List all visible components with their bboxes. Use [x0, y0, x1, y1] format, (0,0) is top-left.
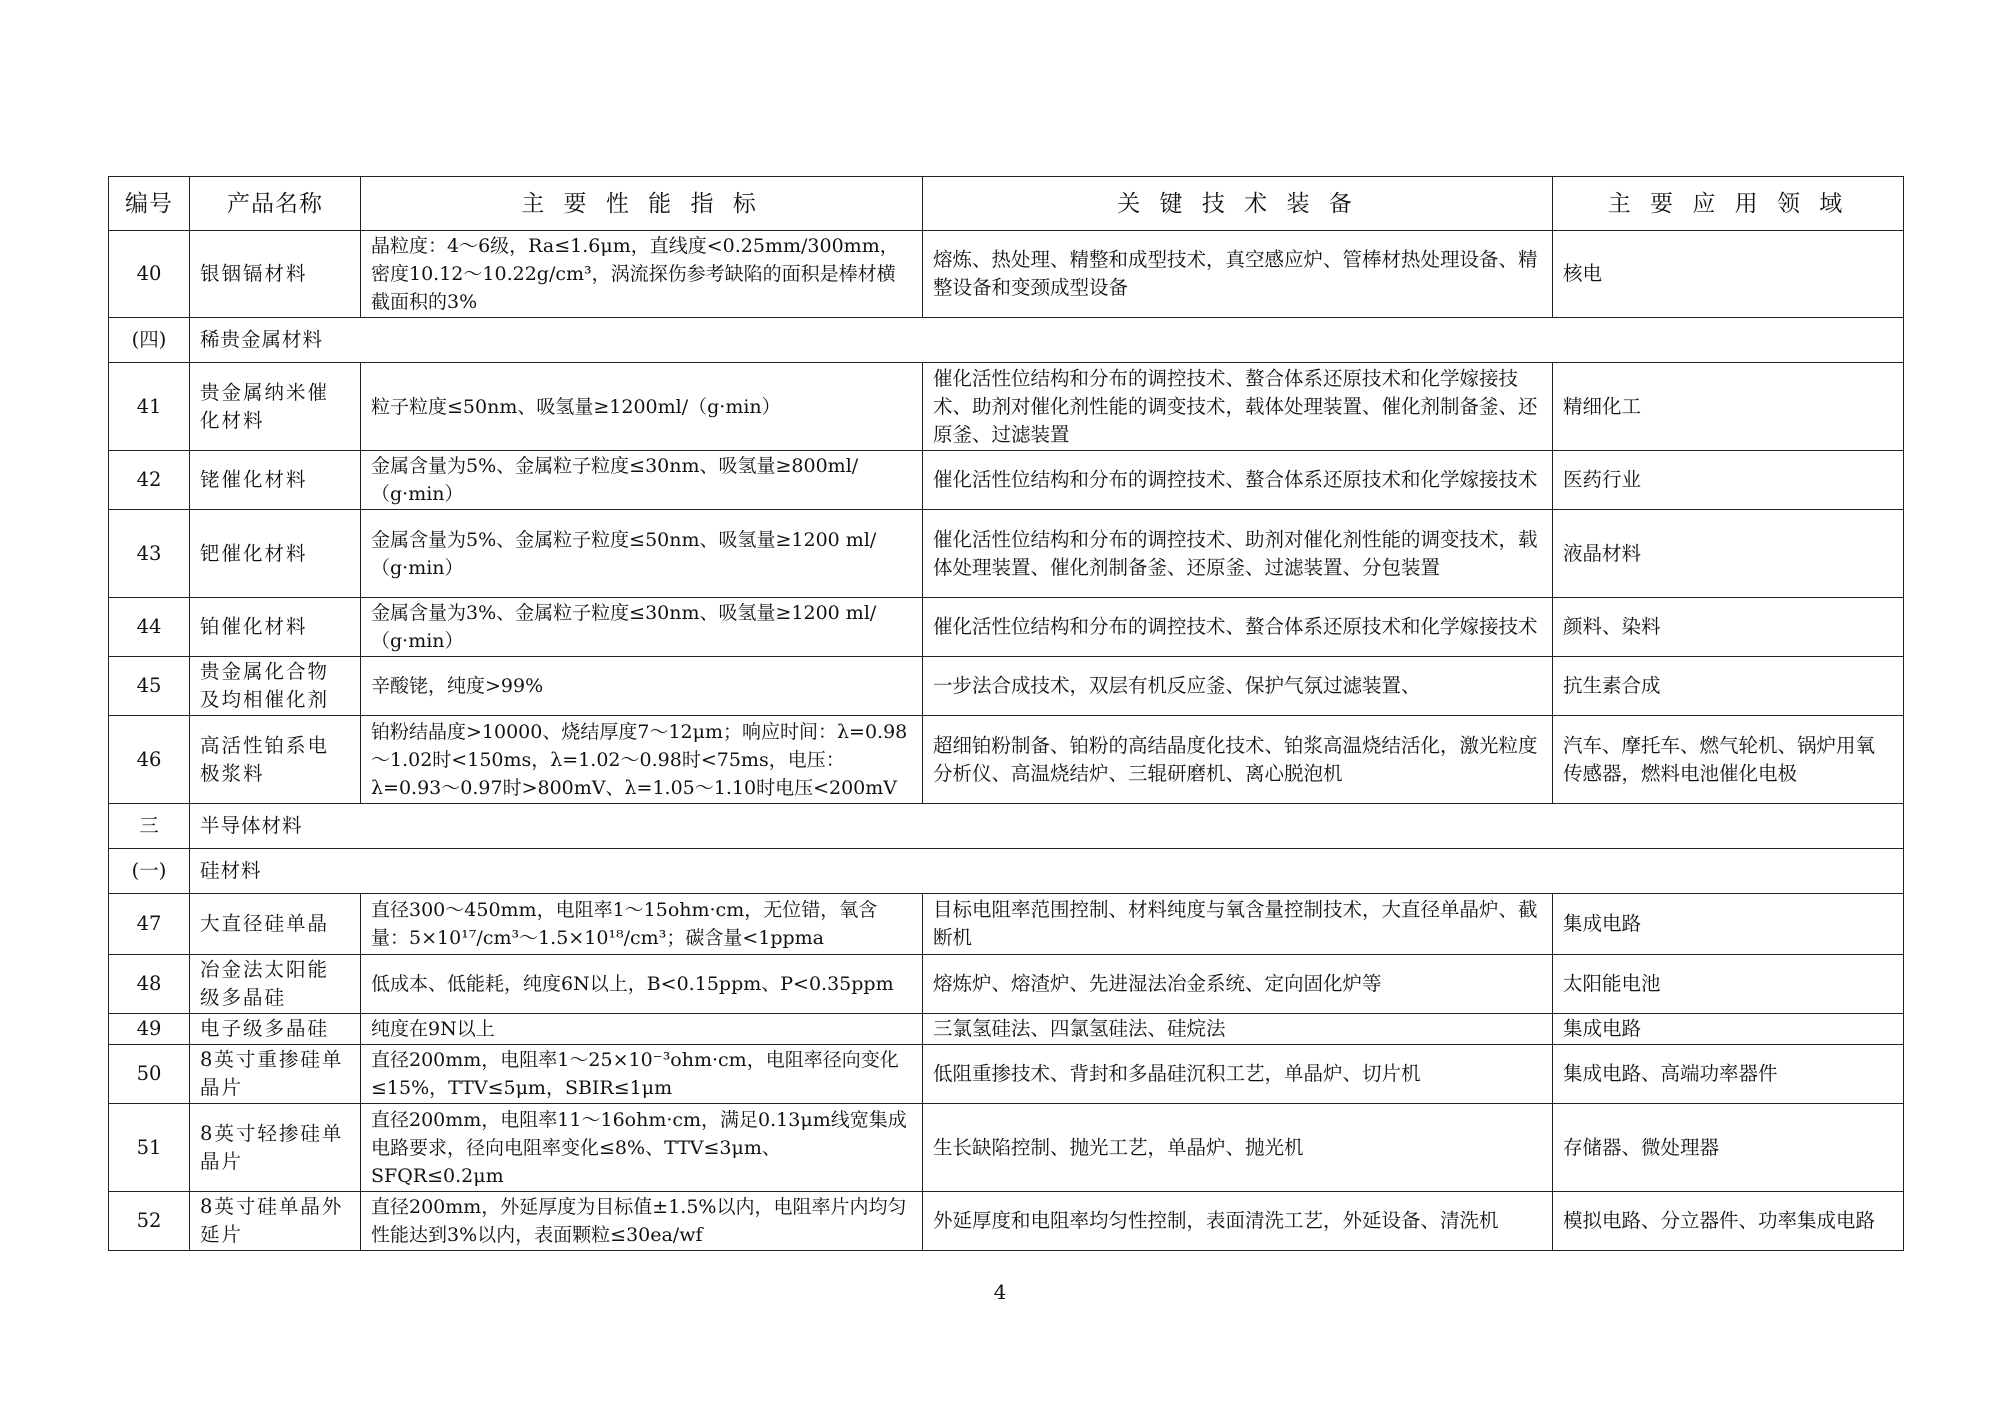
product-name: 8英寸轻掺硅单晶片: [190, 1104, 361, 1192]
section-row: [109, 804, 1904, 849]
item-number: 46: [109, 716, 190, 804]
key-equipment: 一步法合成技术，双层有机反应釜、保护气氛过滤装置、: [923, 657, 1553, 716]
header-product-name: 产品名称: [190, 177, 361, 231]
section-row: [109, 849, 1904, 894]
item-number: 48: [109, 955, 190, 1014]
performance-indicators: 晶粒度：4～6级，Ra≤1.6μm，直线度<0.25mm/300mm，密度10.12～10.22g/cm³，涡流探伤参考缺陷的面积是棒材横截面积的3%: [361, 231, 923, 318]
application-field: 集成电路: [1553, 1014, 1904, 1045]
key-equipment: 熔炼、热处理、精整和成型技术，真空感应炉、管棒材热处理设备、精整设备和变颈成型设备: [923, 231, 1553, 318]
table-row: [109, 451, 1904, 510]
section-title: 硅材料: [190, 849, 1904, 894]
table-row: [109, 1045, 1904, 1104]
table-row: [109, 955, 1904, 1014]
item-number: 41: [109, 363, 190, 451]
table-row: [109, 231, 1904, 318]
table-row: [109, 716, 1904, 804]
application-field: 颜料、染料: [1553, 598, 1904, 657]
table-row: [109, 1104, 1904, 1192]
product-name: 铂催化材料: [190, 598, 361, 657]
performance-indicators: 直径200mm，电阻率11～16ohm·cm，满足0.13μm线宽集成电路要求，径向电阻率变化≤8%、TTV≤3μm、SFQR≤0.2μm: [361, 1104, 923, 1192]
performance-indicators: 直径300～450mm，电阻率1～15ohm·cm，无位错，氧含量：5×10¹⁷/cm³～1.5×10¹⁸/cm³；碳含量<1ppma: [361, 894, 923, 955]
performance-indicators: 直径200mm，电阻率1～25×10⁻³ohm·cm，电阻率径向变化≤15%，TTV≤5μm，SBIR≤1μm: [361, 1045, 923, 1104]
key-equipment: 目标电阻率范围控制、材料纯度与氧含量控制技术，大直径单晶炉、截断机: [923, 894, 1553, 955]
header-equipment: 关 键 技 术 装 备: [923, 177, 1553, 231]
section-number: 三: [109, 804, 190, 849]
product-name: 8英寸硅单晶外延片: [190, 1192, 361, 1251]
item-number: 44: [109, 598, 190, 657]
product-name: 钯催化材料: [190, 510, 361, 598]
key-equipment: 生长缺陷控制、抛光工艺，单晶炉、抛光机: [923, 1104, 1553, 1192]
product-name: 大直径硅单晶: [190, 894, 361, 955]
product-name: 电子级多晶硅: [190, 1014, 361, 1045]
item-number: 49: [109, 1014, 190, 1045]
application-field: 医药行业: [1553, 451, 1904, 510]
page-number: 4: [993, 1280, 1007, 1304]
application-field: 汽车、摩托车、燃气轮机、锅炉用氧传感器，燃料电池催化电极: [1553, 716, 1904, 804]
item-number: 51: [109, 1104, 190, 1192]
application-field: 集成电路: [1553, 894, 1904, 955]
table-row: [109, 363, 1904, 451]
performance-indicators: 金属含量为3%、金属粒子粒度≤30nm、吸氢量≥1200 ml/（g·min）: [361, 598, 923, 657]
table-row: [109, 894, 1904, 955]
section-title: 稀贵金属材料: [190, 318, 1904, 363]
table-body: [109, 231, 1904, 1251]
key-equipment: 催化活性位结构和分布的调控技术、螯合体系还原技术和化学嫁接技术: [923, 598, 1553, 657]
item-number: 40: [109, 231, 190, 318]
section-number: (一): [109, 849, 190, 894]
table-row: [109, 657, 1904, 716]
item-number: 50: [109, 1045, 190, 1104]
key-equipment: 熔炼炉、熔渣炉、先进湿法冶金系统、定向固化炉等: [923, 955, 1553, 1014]
item-number: 42: [109, 451, 190, 510]
key-equipment: 外延厚度和电阻率均匀性控制，表面清洗工艺，外延设备、清洗机: [923, 1192, 1553, 1251]
application-field: 抗生素合成: [1553, 657, 1904, 716]
application-field: 模拟电路、分立器件、功率集成电路: [1553, 1192, 1904, 1251]
product-name: 贵金属纳米催化材料: [190, 363, 361, 451]
product-name: 银铟镉材料: [190, 231, 361, 318]
item-number: 43: [109, 510, 190, 598]
item-number: 47: [109, 894, 190, 955]
item-number: 45: [109, 657, 190, 716]
performance-indicators: 金属含量为5%、金属粒子粒度≤30nm、吸氢量≥800ml/（g·min）: [361, 451, 923, 510]
performance-indicators: 辛酸铑，纯度>99%: [361, 657, 923, 716]
section-row: [109, 318, 1904, 363]
product-name: 贵金属化合物及均相催化剂: [190, 657, 361, 716]
header-performance: 主 要 性 能 指 标: [361, 177, 923, 231]
performance-indicators: 铂粉结晶度>10000、烧结厚度7～12μm；响应时间：λ=0.98～1.02时<150ms，λ=1.02～0.98时<75ms，电压：λ=0.93～0.97时>800mV、λ=1.05～1.10时电压<200mV: [361, 716, 923, 804]
performance-indicators: 粒子粒度≤50nm、吸氢量≥1200ml/（g·min）: [361, 363, 923, 451]
performance-indicators: 金属含量为5%、金属粒子粒度≤50nm、吸氢量≥1200 ml/（g·min）: [361, 510, 923, 598]
table-row: [109, 1014, 1904, 1045]
table-row: [109, 510, 1904, 598]
product-name: 冶金法太阳能级多晶硅: [190, 955, 361, 1014]
product-name: 铑催化材料: [190, 451, 361, 510]
key-equipment: 催化活性位结构和分布的调控技术、螯合体系还原技术和化学嫁接技术: [923, 451, 1553, 510]
table-row: [109, 598, 1904, 657]
key-equipment: 三氯氢硅法、四氯氢硅法、硅烷法: [923, 1014, 1553, 1045]
key-equipment: 催化活性位结构和分布的调控技术、助剂对催化剂性能的调变技术，载体处理装置、催化剂制备釜、还原釜、过滤装置、分包装置: [923, 510, 1553, 598]
item-number: 52: [109, 1192, 190, 1251]
key-equipment: 低阻重掺技术、背封和多晶硅沉积工艺，单晶炉、切片机: [923, 1045, 1553, 1104]
header-application: 主 要 应 用 领 域: [1553, 177, 1904, 231]
product-name: 高活性铂系电极浆料: [190, 716, 361, 804]
section-title: 半导体材料: [190, 804, 1904, 849]
product-name: 8英寸重掺硅单晶片: [190, 1045, 361, 1104]
application-field: 集成电路、高端功率器件: [1553, 1045, 1904, 1104]
table-header-row: [109, 177, 1904, 231]
application-field: 核电: [1553, 231, 1904, 318]
application-field: 精细化工: [1553, 363, 1904, 451]
header-id: 编号: [109, 177, 190, 231]
materials-table: [108, 176, 1904, 1251]
table-row: [109, 1192, 1904, 1251]
performance-indicators: 低成本、低能耗，纯度6N以上，B<0.15ppm、P<0.35ppm: [361, 955, 923, 1014]
performance-indicators: 纯度在9N以上: [361, 1014, 923, 1045]
application-field: 存储器、微处理器: [1553, 1104, 1904, 1192]
key-equipment: 超细铂粉制备、铂粉的高结晶度化技术、铂浆高温烧结活化，激光粒度分析仪、高温烧结炉、三辊研磨机、离心脱泡机: [923, 716, 1553, 804]
performance-indicators: 直径200mm，外延厚度为目标值±1.5%以内，电阻率片内均匀性能达到3%以内，表面颗粒≤30ea/wf: [361, 1192, 923, 1251]
application-field: 液晶材料: [1553, 510, 1904, 598]
application-field: 太阳能电池: [1553, 955, 1904, 1014]
key-equipment: 催化活性位结构和分布的调控技术、螯合体系还原技术和化学嫁接技术、助剂对催化剂性能的调变技术，载体处理装置、催化剂制备釜、还原釜、过滤装置: [923, 363, 1553, 451]
section-number: (四): [109, 318, 190, 363]
